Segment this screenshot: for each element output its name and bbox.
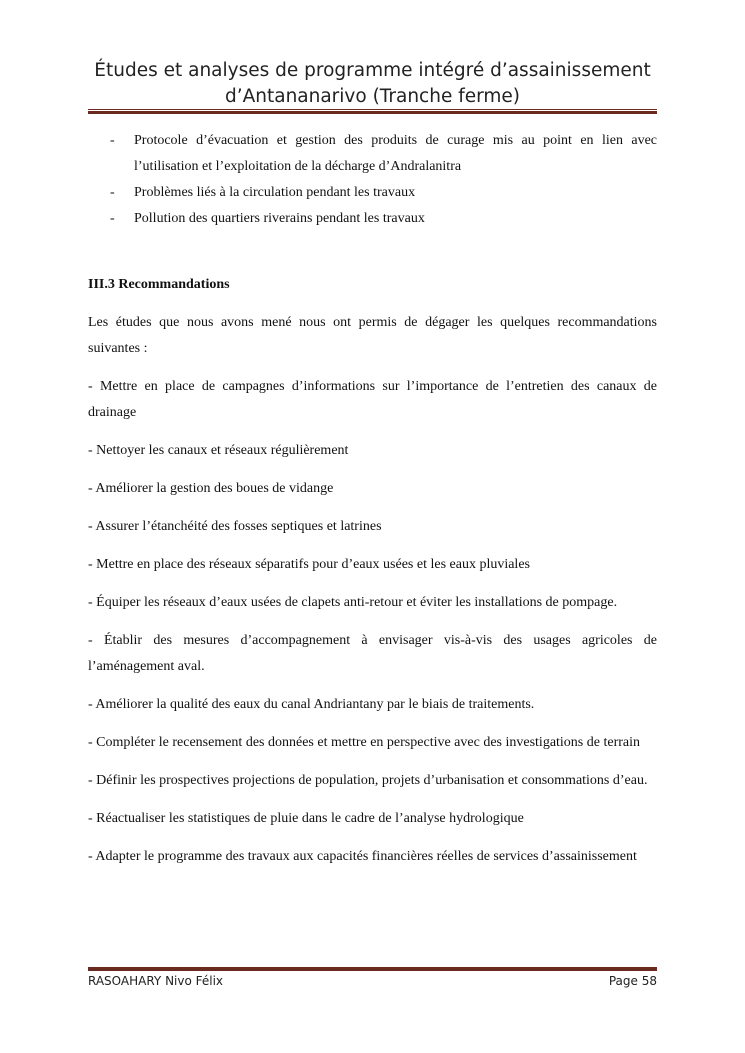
- recommendation-item: - Établir des mesures d’accompagnement à envisager vis-à-vis des usages agricoles de l’aménagement aval.: [88, 633, 657, 674]
- header-title-line2: d’Antananarivo (Tranche ferme): [224, 86, 521, 107]
- recommendation-item: - Définir les prospectives projections de population, projets d’urbanisation et consommations d’eau.: [88, 773, 648, 788]
- recommendation-item: - Compléter le recensement des données et mettre en perspective avec des investigations de terrain: [88, 735, 641, 750]
- bullet-text: Protocole d’évacuation et gestion des produits de curage mis au point en lien avec l’utilisation et l’exploitation de la décharge d’Andralanitra: [134, 133, 657, 174]
- footer-rule: [88, 966, 657, 971]
- recommendation-item: - Équiper les réseaux d’eaux usées de clapets anti-retour et éviter les installations de pompage.: [88, 595, 618, 610]
- bullet-list: [88, 128, 657, 232]
- list-item: [88, 180, 657, 206]
- recommendation-item: - Mettre en place des réseaux séparatifs pour d’eaux usées et les eaux pluviales: [88, 557, 530, 572]
- bullet-dash: -: [110, 133, 115, 148]
- header-title-line1: Études et analyses de programme intégré d’assainissement: [94, 60, 651, 81]
- recommendation-item: - Assurer l’étanchéité des fosses septiques et latrines: [88, 519, 382, 534]
- intro-paragraph: Les études que nous avons mené nous ont permis de dégager les quelques recommandations suivantes :: [88, 315, 657, 356]
- page-body: [88, 128, 657, 882]
- recommendation-item: - Adapter le programme des travaux aux capacités financières réelles de services d’assainissement: [88, 849, 637, 864]
- bullet-dash: -: [110, 185, 115, 200]
- recommendation-item: - Améliorer la gestion des boues de vidange: [88, 481, 334, 496]
- page-header: [88, 58, 657, 110]
- bullet-text: Problèmes liés à la circulation pendant les travaux: [134, 185, 416, 200]
- recommendation-item: - Nettoyer les canaux et réseaux régulièrement: [88, 443, 349, 458]
- section-heading: III.3 Recommandations: [88, 277, 230, 292]
- recommendation-item: - Améliorer la qualité des eaux du canal Andriantany par le biais de traitements.: [88, 697, 535, 712]
- list-item: [88, 206, 657, 232]
- footer-author: RASOAHARY Nivo Félix: [88, 974, 224, 988]
- bullet-dash: -: [110, 211, 115, 226]
- header-rule: [88, 109, 657, 114]
- page-number: Page 58: [608, 974, 657, 988]
- list-item: [88, 128, 657, 180]
- recommendation-item: - Réactualiser les statistiques de pluie dans le cadre de l’analyse hydrologique: [88, 811, 524, 826]
- page-footer: [88, 974, 657, 988]
- bullet-text: Pollution des quartiers riverains pendant les travaux: [134, 211, 425, 226]
- recommendation-item: - Mettre en place de campagnes d’informations sur l’importance de l’entretien des canaux de drainage: [88, 379, 657, 420]
